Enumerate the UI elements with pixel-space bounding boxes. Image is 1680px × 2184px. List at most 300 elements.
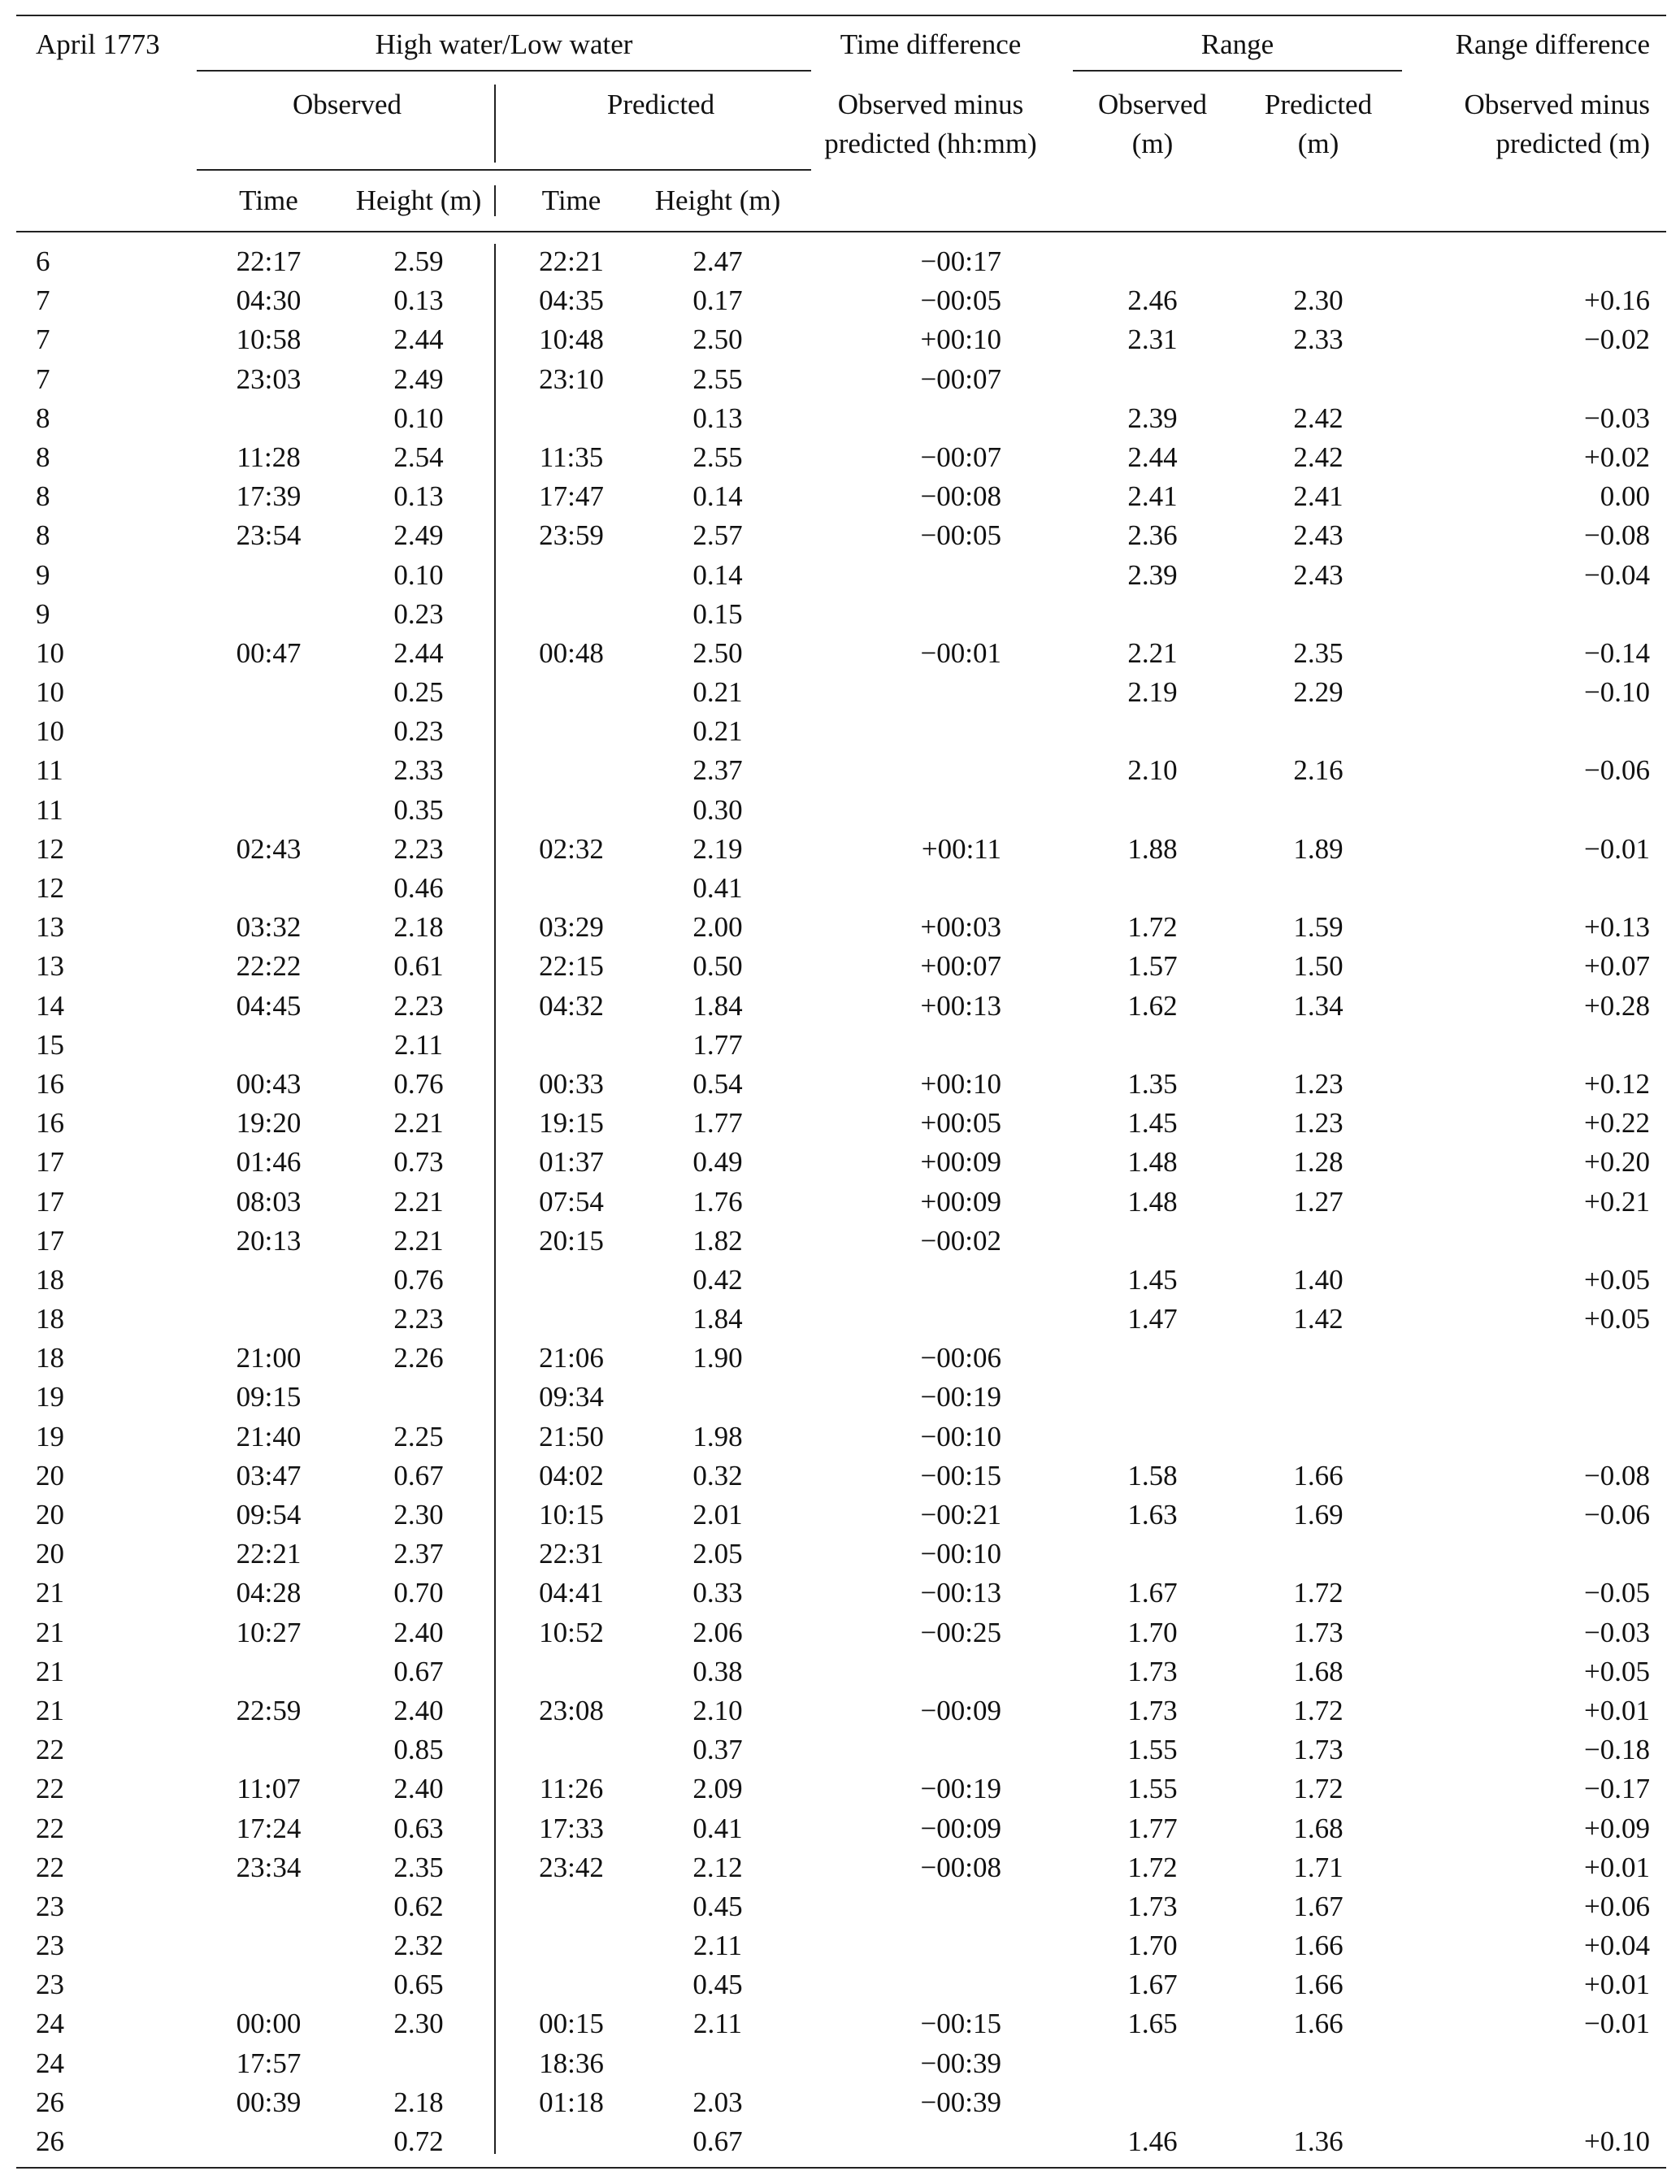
time-difference-cell: −00:05 <box>920 519 1001 552</box>
range-observed-cell: 2.19 <box>1127 676 1178 709</box>
observed-time-cell: 22:21 <box>236 1538 302 1570</box>
day-cell: 11 <box>36 754 63 787</box>
range-predicted-cell: 2.43 <box>1293 519 1344 552</box>
predicted-time-cell: 11:26 <box>539 1773 604 1805</box>
range-predicted-cell: 2.43 <box>1293 558 1344 591</box>
range-predicted-cell: 1.73 <box>1293 1734 1344 1766</box>
range-observed-cell: 2.36 <box>1127 519 1178 552</box>
range-predicted-cell: 1.23 <box>1293 1067 1344 1100</box>
range-observed-cell: 1.73 <box>1127 1890 1178 1922</box>
observed-time-cell: 21:40 <box>236 1420 302 1452</box>
predicted-height-cell: 0.45 <box>692 1969 743 2001</box>
observed-height-cell: 2.30 <box>393 1499 444 1531</box>
predicted-height-cell: 1.82 <box>692 1224 743 1257</box>
observed-time-cell: 04:30 <box>236 284 302 317</box>
range-observed-cell: 2.31 <box>1127 323 1178 356</box>
day-cell: 21 <box>36 1694 64 1726</box>
predicted-height-cell: 2.11 <box>693 2008 742 2040</box>
observed-height-cell: 2.18 <box>393 2086 444 2118</box>
day-cell: 7 <box>36 363 50 395</box>
observed-height-cell: 2.59 <box>393 245 444 277</box>
table-row <box>16 1730 1666 1769</box>
range-observed-cell: 1.55 <box>1127 1773 1178 1805</box>
predicted-time-cell: 17:47 <box>539 480 604 513</box>
range-predicted-cell: 1.50 <box>1293 950 1344 983</box>
observed-time-cell: 04:28 <box>236 1577 302 1609</box>
observed-height-cell: 0.10 <box>393 558 444 591</box>
time-difference-cell: −00:39 <box>920 2086 1001 2118</box>
observed-height-cell: 2.21 <box>393 1107 444 1140</box>
header-bottom-rule <box>16 231 1666 232</box>
range-predicted-cell: 1.71 <box>1293 1851 1344 1883</box>
time-difference-cell: +00:10 <box>920 1067 1001 1100</box>
range-difference-cell: −0.01 <box>1584 832 1650 865</box>
day-cell: 18 <box>36 1342 64 1374</box>
day-cell: 26 <box>36 2125 64 2157</box>
table-row <box>16 1496 1666 1535</box>
range-difference-cell: −0.02 <box>1584 323 1650 356</box>
predicted-height-cell: 0.37 <box>692 1734 743 1766</box>
table-row <box>16 1457 1666 1496</box>
predicted-time-cell: 11:35 <box>539 441 604 473</box>
range-observed-cell: 1.65 <box>1127 2008 1178 2040</box>
predicted-height-cell: 0.54 <box>692 1067 743 1100</box>
time-difference-cell: −00:05 <box>920 284 1001 317</box>
time-difference-cell: −00:17 <box>920 245 1001 277</box>
range-predicted-cell: 1.66 <box>1293 2008 1344 2040</box>
range-observed-cell: 1.35 <box>1127 1067 1178 1100</box>
time-difference-cell: −00:02 <box>920 1224 1001 1257</box>
observed-time-cell: 17:39 <box>236 480 302 513</box>
observed-height-cell: 2.44 <box>393 636 444 669</box>
observed-height-cell: 2.26 <box>393 1342 444 1374</box>
table-row <box>16 595 1666 634</box>
observed-time-cell: 09:15 <box>236 1381 302 1413</box>
day-cell: 22 <box>36 1773 64 1805</box>
table-row <box>16 2044 1666 2083</box>
predicted-height-cell: 0.14 <box>692 558 743 591</box>
predicted-height-cell: 0.30 <box>692 793 743 826</box>
observed-time-cell: 17:57 <box>236 2047 302 2079</box>
time-difference-cell: −00:39 <box>920 2047 1001 2079</box>
predicted-time-cell: 19:15 <box>539 1107 604 1140</box>
predicted-height-cell: 0.32 <box>692 1459 743 1491</box>
table-row <box>16 1418 1666 1457</box>
range-difference-cell: −0.08 <box>1584 1459 1650 1491</box>
predicted-time-cell: 20:15 <box>539 1224 604 1257</box>
table-row <box>16 2122 1666 2161</box>
table-row <box>16 1300 1666 1339</box>
observed-height-cell: 0.23 <box>393 597 444 630</box>
range-observed-cell: 1.46 <box>1127 2125 1178 2157</box>
range-observed-cell: 2.41 <box>1127 480 1178 513</box>
observed-height-cell: 2.44 <box>393 323 444 356</box>
day-cell: 17 <box>36 1224 64 1257</box>
day-cell: 24 <box>36 2008 64 2040</box>
range-observed-cell: 2.21 <box>1127 636 1178 669</box>
range-predicted-cell: 2.30 <box>1293 284 1344 317</box>
day-cell: 19 <box>36 1381 64 1413</box>
range-difference-cell: +0.01 <box>1584 1694 1650 1726</box>
day-cell: 24 <box>36 2047 64 2079</box>
observed-height-cell: 2.21 <box>393 1185 444 1218</box>
range-observed-cell: 2.39 <box>1127 558 1178 591</box>
range-observed-cell: 1.70 <box>1127 1930 1178 1962</box>
predicted-time-cell: 22:15 <box>539 950 604 983</box>
header-range-observed-1: Observed <box>1097 89 1208 120</box>
range-observed-cell: 1.48 <box>1127 1185 1178 1218</box>
day-cell: 13 <box>36 911 64 944</box>
observed-time-cell: 08:03 <box>236 1185 302 1218</box>
range-predicted-cell: 1.34 <box>1293 989 1344 1022</box>
observed-height-cell: 2.30 <box>393 2008 444 2040</box>
range-rule <box>1073 70 1402 72</box>
header-observed: Observed <box>292 89 402 120</box>
day-cell: 17 <box>36 1146 64 1179</box>
range-difference-cell: −0.03 <box>1584 1616 1650 1648</box>
header-range-difference-sub-1: Observed minus <box>1464 89 1650 120</box>
header-month: April 1773 <box>36 28 160 60</box>
predicted-height-cell: 2.47 <box>692 245 743 277</box>
observed-height-cell: 2.40 <box>393 1694 444 1726</box>
header-range-difference-sub-2: predicted (m) <box>1496 128 1650 159</box>
table-row <box>16 1965 1666 2004</box>
observed-height-cell: 2.33 <box>393 754 444 787</box>
range-predicted-cell: 1.72 <box>1293 1577 1344 1609</box>
observed-height-cell: 2.21 <box>393 1224 444 1257</box>
range-predicted-cell: 1.68 <box>1293 1655 1344 1687</box>
range-observed-cell: 1.62 <box>1127 989 1178 1022</box>
range-difference-cell: −0.06 <box>1584 754 1650 787</box>
range-observed-cell: 1.72 <box>1127 1851 1178 1883</box>
range-difference-cell: +0.01 <box>1584 1969 1650 2001</box>
header-observed-predicted-separator <box>494 85 496 163</box>
range-difference-cell: +0.05 <box>1584 1263 1650 1296</box>
header-time-difference: Time difference <box>840 28 1022 60</box>
range-observed-cell: 1.45 <box>1127 1107 1178 1140</box>
observed-height-cell: 0.61 <box>393 950 444 983</box>
day-cell: 21 <box>36 1655 64 1687</box>
predicted-height-cell: 1.90 <box>692 1342 743 1374</box>
predicted-height-cell: 0.21 <box>692 715 743 748</box>
observed-height-cell: 0.70 <box>393 1577 444 1609</box>
table-row <box>16 1065 1666 1104</box>
predicted-height-cell: 0.41 <box>692 872 743 904</box>
range-predicted-cell: 1.27 <box>1293 1185 1344 1218</box>
table-row <box>16 1183 1666 1222</box>
range-predicted-cell: 1.73 <box>1293 1616 1344 1648</box>
observed-height-cell: 2.49 <box>393 363 444 395</box>
predicted-time-cell: 01:18 <box>539 2086 604 2118</box>
range-difference-cell: +0.16 <box>1584 284 1650 317</box>
bottom-rule <box>16 2167 1666 2169</box>
predicted-height-cell: 2.00 <box>692 911 743 944</box>
range-predicted-cell: 1.72 <box>1293 1694 1344 1726</box>
table-row <box>16 1574 1666 1613</box>
observed-time-cell: 00:39 <box>236 2086 302 2118</box>
table-row <box>16 1809 1666 1848</box>
table-row <box>16 1848 1666 1887</box>
table-row <box>16 2004 1666 2043</box>
predicted-time-cell: 18:36 <box>539 2047 604 2079</box>
predicted-time-cell: 22:31 <box>539 1538 604 1570</box>
high-low-water-rule <box>197 70 811 72</box>
time-difference-cell: −00:06 <box>920 1342 1001 1374</box>
time-difference-cell: −00:25 <box>920 1616 1001 1648</box>
predicted-time-cell: 02:32 <box>539 832 604 865</box>
day-cell: 9 <box>36 558 50 591</box>
table-row <box>16 1222 1666 1261</box>
time-difference-cell: −00:19 <box>920 1381 1001 1413</box>
predicted-height-cell: 0.41 <box>692 1812 743 1844</box>
range-observed-cell: 1.58 <box>1127 1459 1178 1491</box>
range-observed-cell: 1.88 <box>1127 832 1178 865</box>
table-row <box>16 830 1666 869</box>
range-difference-cell: +0.05 <box>1584 1303 1650 1335</box>
day-cell: 9 <box>36 597 50 630</box>
predicted-height-cell: 1.98 <box>692 1420 743 1452</box>
observed-height-cell: 0.25 <box>393 676 444 709</box>
observed-height-cell: 2.35 <box>393 1851 444 1883</box>
range-predicted-cell: 1.66 <box>1293 1969 1344 2001</box>
predicted-time-cell: 01:37 <box>539 1146 604 1179</box>
observed-height-cell: 2.25 <box>393 1420 444 1452</box>
range-difference-cell: +0.10 <box>1584 2125 1650 2157</box>
table-row <box>16 712 1666 751</box>
header-range-predicted-1: Predicted <box>1264 89 1373 120</box>
observed-time-cell: 22:22 <box>236 950 302 983</box>
time-difference-cell: +00:05 <box>920 1107 1001 1140</box>
day-cell: 22 <box>36 1851 64 1883</box>
observed-time-cell: 10:27 <box>236 1616 302 1648</box>
range-observed-cell: 1.48 <box>1127 1146 1178 1179</box>
range-predicted-cell: 1.23 <box>1293 1107 1344 1140</box>
observed-height-cell: 2.11 <box>394 1028 443 1061</box>
observed-time-cell: 02:43 <box>236 832 302 865</box>
range-difference-cell: 0.00 <box>1600 480 1650 513</box>
predicted-time-cell: 04:32 <box>539 989 604 1022</box>
table-row <box>16 1769 1666 1808</box>
day-cell: 18 <box>36 1303 64 1335</box>
table-row <box>16 1104 1666 1143</box>
time-difference-cell: −00:01 <box>920 636 1001 669</box>
day-cell: 19 <box>36 1420 64 1452</box>
predicted-height-cell: 2.03 <box>692 2086 743 2118</box>
predicted-height-cell: 2.55 <box>692 363 743 395</box>
range-observed-cell: 1.73 <box>1127 1694 1178 1726</box>
day-cell: 16 <box>36 1067 64 1100</box>
predicted-height-cell: 2.37 <box>692 754 743 787</box>
observed-height-cell: 0.72 <box>393 2125 444 2157</box>
predicted-height-cell: 2.05 <box>692 1538 743 1570</box>
range-predicted-cell: 2.29 <box>1293 676 1344 709</box>
observed-time-cell: 23:03 <box>236 363 302 395</box>
time-difference-cell: +00:13 <box>920 989 1001 1022</box>
table-row <box>16 399 1666 438</box>
range-difference-cell: −0.14 <box>1584 636 1650 669</box>
time-difference-cell: −00:10 <box>920 1420 1001 1452</box>
range-difference-cell: +0.09 <box>1584 1812 1650 1844</box>
predicted-height-cell: 2.09 <box>692 1773 743 1805</box>
observed-time-cell: 03:32 <box>236 911 302 944</box>
table-row <box>16 634 1666 673</box>
day-cell: 26 <box>36 2086 64 2118</box>
predicted-height-cell: 2.12 <box>692 1851 743 1883</box>
day-cell: 17 <box>36 1185 64 1218</box>
observed-time-cell: 23:34 <box>236 1851 302 1883</box>
predicted-height-cell: 0.17 <box>692 284 743 317</box>
range-predicted-cell: 2.33 <box>1293 323 1344 356</box>
range-observed-cell: 1.45 <box>1127 1263 1178 1296</box>
predicted-height-cell: 2.10 <box>692 1694 743 1726</box>
predicted-height-cell: 1.76 <box>692 1185 743 1218</box>
time-difference-cell: −00:07 <box>920 363 1001 395</box>
day-cell: 8 <box>36 441 50 473</box>
predicted-height-cell: 2.55 <box>692 441 743 473</box>
range-predicted-cell: 1.68 <box>1293 1812 1344 1844</box>
observed-time-cell: 11:07 <box>237 1773 301 1805</box>
day-cell: 21 <box>36 1616 64 1648</box>
range-difference-cell: +0.28 <box>1584 989 1650 1022</box>
day-cell: 23 <box>36 1890 64 1922</box>
predicted-time-cell: 04:41 <box>539 1577 604 1609</box>
table-row <box>16 516 1666 555</box>
predicted-time-cell: 10:15 <box>539 1499 604 1531</box>
range-observed-cell: 1.73 <box>1127 1655 1178 1687</box>
observed-height-cell: 0.13 <box>393 284 444 317</box>
range-observed-cell: 1.55 <box>1127 1734 1178 1766</box>
observed-height-cell: 2.23 <box>393 1303 444 1335</box>
range-observed-cell: 2.46 <box>1127 284 1178 317</box>
predicted-time-cell: 23:10 <box>539 363 604 395</box>
range-predicted-cell: 1.36 <box>1293 2125 1344 2157</box>
table-row <box>16 1378 1666 1417</box>
day-cell: 8 <box>36 402 50 434</box>
day-cell: 22 <box>36 1812 64 1844</box>
predicted-time-cell: 10:52 <box>539 1616 604 1648</box>
table-row <box>16 360 1666 399</box>
header-time-difference-sub-1: Observed minus <box>837 89 1024 120</box>
table-row <box>16 947 1666 986</box>
observed-time-cell: 22:59 <box>236 1694 302 1726</box>
observed-height-cell: 0.63 <box>393 1812 444 1844</box>
observed-time-cell: 00:00 <box>236 2008 302 2040</box>
range-difference-cell: −0.08 <box>1584 519 1650 552</box>
table-row <box>16 281 1666 320</box>
observed-time-cell: 11:28 <box>237 441 301 473</box>
predicted-time-cell: 23:59 <box>539 519 604 552</box>
table-row <box>16 556 1666 595</box>
time-difference-cell: −00:19 <box>920 1773 1001 1805</box>
predicted-height-cell: 1.84 <box>692 989 743 1022</box>
predicted-time-cell: 04:02 <box>539 1459 604 1491</box>
predicted-height-cell: 0.13 <box>692 402 743 434</box>
predicted-time-cell: 00:33 <box>539 1067 604 1100</box>
table-row <box>16 477 1666 516</box>
observed-height-cell: 2.37 <box>393 1538 444 1570</box>
observed-height-cell: 2.23 <box>393 832 444 865</box>
predicted-time-cell: 04:35 <box>539 284 604 317</box>
table-row <box>16 987 1666 1026</box>
table-row <box>16 2083 1666 2122</box>
observed-height-cell: 0.67 <box>393 1459 444 1491</box>
predicted-time-cell: 17:33 <box>539 1812 604 1844</box>
table-row <box>16 1613 1666 1652</box>
range-difference-cell: +0.22 <box>1584 1107 1650 1140</box>
predicted-height-cell: 1.77 <box>692 1107 743 1140</box>
range-observed-cell: 1.67 <box>1127 1969 1178 2001</box>
range-predicted-cell: 1.66 <box>1293 1930 1344 1962</box>
table-row <box>16 869 1666 908</box>
range-observed-cell: 1.63 <box>1127 1499 1178 1531</box>
range-difference-cell: +0.12 <box>1584 1067 1650 1100</box>
header-range-difference: Range difference <box>1455 28 1650 60</box>
table-row <box>16 1691 1666 1730</box>
table-row <box>16 1143 1666 1182</box>
day-cell: 20 <box>36 1499 64 1531</box>
day-cell: 6 <box>36 245 50 277</box>
predicted-height-cell: 0.33 <box>692 1577 743 1609</box>
observed-height-cell: 0.35 <box>393 793 444 826</box>
time-difference-cell: +00:09 <box>920 1146 1001 1179</box>
table-row <box>16 1026 1666 1065</box>
observed-height-cell: 2.23 <box>393 989 444 1022</box>
range-difference-cell: −0.10 <box>1584 676 1650 709</box>
range-predicted-cell: 1.42 <box>1293 1303 1344 1335</box>
table-body <box>16 242 1666 2161</box>
predicted-time-cell: 09:34 <box>539 1381 604 1413</box>
range-predicted-cell: 2.41 <box>1293 480 1344 513</box>
range-observed-cell: 2.39 <box>1127 402 1178 434</box>
observed-height-cell: 2.32 <box>393 1930 444 1962</box>
header-time-difference-sub-2: predicted (hh:mm) <box>824 128 1037 159</box>
observed-height-cell: 2.40 <box>393 1616 444 1648</box>
table-row <box>16 320 1666 359</box>
table-row <box>16 1926 1666 1965</box>
predicted-height-cell: 1.84 <box>692 1303 743 1335</box>
day-cell: 7 <box>36 323 50 356</box>
day-cell: 21 <box>36 1577 64 1609</box>
day-cell: 16 <box>36 1107 64 1140</box>
day-cell: 11 <box>36 793 63 826</box>
header-high-low-water: High water/Low water <box>375 28 633 60</box>
range-difference-cell: +0.05 <box>1584 1655 1650 1687</box>
observed-height-cell: 0.46 <box>393 872 444 904</box>
range-difference-cell: +0.07 <box>1584 950 1650 983</box>
range-difference-cell: +0.06 <box>1584 1890 1650 1922</box>
predicted-time-cell: 00:48 <box>539 636 604 669</box>
observed-time-cell: 04:45 <box>236 989 302 1022</box>
day-cell: 10 <box>36 676 64 709</box>
range-predicted-cell: 1.59 <box>1293 911 1344 944</box>
range-observed-cell: 1.77 <box>1127 1812 1178 1844</box>
top-rule <box>16 15 1666 16</box>
observed-height-cell: 0.85 <box>393 1734 444 1766</box>
header-predicted-height: Height (m) <box>654 185 781 216</box>
predicted-height-cell: 2.57 <box>692 519 743 552</box>
observed-height-cell: 0.76 <box>393 1263 444 1296</box>
observed-height-cell: 0.10 <box>393 402 444 434</box>
predicted-height-cell: 2.11 <box>693 1930 742 1962</box>
header-predicted-time: Time <box>541 185 601 216</box>
table-row <box>16 242 1666 281</box>
day-cell: 10 <box>36 636 64 669</box>
time-difference-cell: +00:07 <box>920 950 1001 983</box>
predicted-height-cell: 0.67 <box>692 2125 743 2157</box>
observed-time-cell: 00:43 <box>236 1067 302 1100</box>
predicted-height-cell: 2.06 <box>692 1616 743 1648</box>
day-cell: 8 <box>36 480 50 513</box>
